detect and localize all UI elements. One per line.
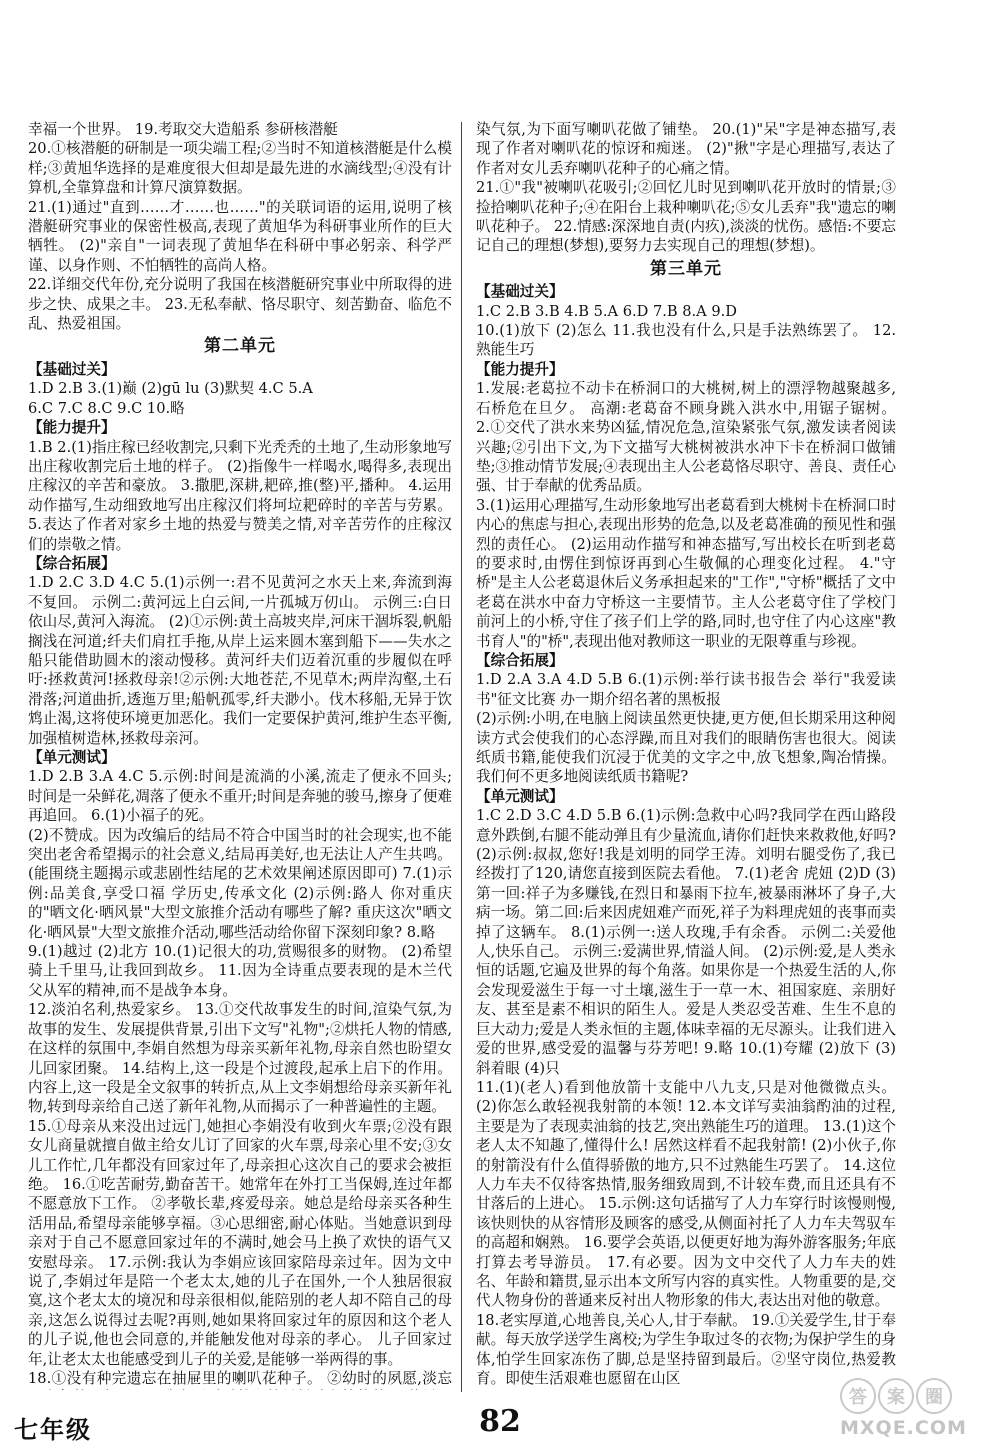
answer-paragraph: 6.C 7.C 8.C 9.C 10.略	[28, 399, 185, 417]
section-heading: 【基础过关】	[28, 360, 116, 378]
left-column	[28, 120, 452, 1390]
unit-title: 第二单元	[204, 336, 276, 357]
answer-paragraph: 20.①核潜艇的研制是一项尖端工程;②当时不知道核潜艇是什么模样;③黄旭华选择的是难度很大但却是最先进的水滴线型;④没有计算机,全靠算盘和计算尺演算数据。	[28, 140, 452, 197]
answer-paragraph: (2)示例:小明,在电脑上阅读虽然更快捷,更方便,但长期采用这种阅读方式会使我们的心态浮躁,而且对我们的眼睛伤害也很大。阅读纸质书籍,能使我们沉浸于优美的文字之中,放飞想象,陶冶情操。我们何不更多地阅读纸质书籍呢?	[476, 710, 896, 786]
unit-title: 第三单元	[650, 258, 722, 279]
answer-paragraph: 18.老实厚道,心地善良,关心人,甘于奉献。 19.①关爱学生,甘于奉献。每天放学送学生离校;为学生争取过冬的衣物;为保护学生的身体,怕学生回家冻伤了脚,总是坚持留到最后。②坚守岗位,热爱教育。即使生活艰难也愿留在山区	[476, 1311, 896, 1387]
answer-paragraph: 1.发展:老葛拉不动卡在桥洞口的大桃树,树上的漂浮物越聚越多,石桥危在旦夕。 高潮:老葛奋不顾身跳入洪水中,用锯子锯树。 2.①交代了洪水来势凶猛,情况危急,渲染紧张气氛,激发读者阅读兴趣;②引出下文,为下文描写大桃树被洪水冲下卡在桥洞口做铺垫;③推动情节发展;④表现出主人公老葛恪尽职守、善良、责任心强、甘于奉献的优秀品质。	[476, 380, 896, 495]
answer-paragraph: 1.C 2.D 3.C 4.D 5.B 6.(1)示例:急救中心吗?我同学在西山路段意外跌倒,右腿不能动弹且有少量流血,请你们赶快来救救他,好吗? (2)示例:叔叔,您好!我是刘明的同学王涛。刘明右腿受伤了,我已经拨打了120,请您直接到医院去看他。 7.(1)老舍 虎妞 (2)D (3)第一回:祥子为多赚钱,在烈日和暴雨下拉车,被暴雨淋坏了身子,大病一场。第二回:后来因虎妞难产而死,祥子为料理虎妞的丧事而卖掉了这辆车。 8.(1)示例一:送人玫瑰,手有余香。 示例二:关爱他人,快乐自己。 示例三:爱满世界,情溢人间。 (2)示例:爱,是人类永恒的话题,它遍及世界的每个角落。如果你是一个热爱生活的人,你会发现爱滋生于每一寸土壤,滋生于一草一木、祖国家庭、亲朋好友、甚至是素不相识的陌生人。爱是人类忍受苦难、生生不息的巨大动力;爱是人类永恒的主题,体味幸福的无尽源头。让我们进入爱的世界,感受爱的温馨与芬芳吧! 9.略 10.(1)夸耀 (2)放下 (3)斜着眼 (4)只	[476, 807, 896, 1077]
page-number: 82	[479, 1404, 521, 1439]
answer-paragraph: 10.(1)放下 (2)怎么 11.我也没有什么,只是手法熟练罢了。 12.熟能生巧	[476, 322, 896, 359]
watermark-logo	[840, 1378, 990, 1448]
answer-paragraph: 1.D 2.B 3.A 4.C 5.示例:时间是流淌的小溪,流走了便永不回头;时间是一朵鲜花,凋落了便永不重开;时间是奔驰的骏马,擦身了便难再追回。 6.(1)小福子的死。	[28, 768, 452, 825]
answer-paragraph: 12.淡泊名利,热爱家乡。 13.①交代故事发生的时间,渲染气氛,为故事的发生、发展提供背景,引出下文写"礼物";②烘托人物的情感,在这样的氛围中,李娟自然想为母亲买新年礼物,母亲自然也盼望女儿回家团聚。 14.结构上,这一段是个过渡段,起承上启下的作用。内容上,这一段是全文叙事的转折点,从上文李娟想给母亲买新年礼物,转到母亲给自己送了新年礼物,从而揭示了一种普遍性的主题。	[28, 1001, 452, 1116]
grade-label: 七年级	[14, 1415, 92, 1444]
watermark-char: 圈	[916, 1378, 952, 1414]
watermark-url: MXQE.COM	[840, 1417, 967, 1439]
answer-paragraph: 9.(1)越过 (2)北方 10.(1)记很大的功,赏赐很多的财物。 (2)希望骑上千里马,让我回到故乡。 11.因为全诗重点要表现的是木兰代父从军的精神,而不是战争本身。	[28, 943, 452, 999]
answer-paragraph: 21.①"我"被喇叭花吸引;②回忆儿时见到喇叭花开放时的情景;③捡拾喇叭花种子;④在阳台上栽种喇叭花;⑤女儿丢弃"我"遗忘的喇叭花种子。 22.情感:深深地自责(内疚),淡淡的忧伤。感悟:不要忘记自己的理想(梦想),要努力去实现自己的理想(梦想)。	[476, 179, 896, 255]
answer-paragraph: 15.①母亲从来没出过远门,她担心李娟没有收到火车票;②没有跟女儿商量就擅自做主给女儿订了回家的火车票,母亲心里不安;③女儿工作忙,几年都没有回家过年了,母亲担心这次自己的要求会被拒绝。 16.①吃苦耐劳,勤奋苦干。她常年在外打工当保姆,连过年都不愿意放下工作。 ②孝敬长辈,疼爱母亲。她总是给母亲买各种生活用品,希望母亲能够享福。③心思细密,耐心体贴。当她意识到母亲对于自己不愿意回家过年的不满时,她会马上换了欢快的语气又安慰母亲。 17.示例:我认为李娟应该回家陪母亲过年。因为文中说了,李娟过年是陪一个老太太,她的儿子在国外,一个人独居很寂寞,这个老太太的境况和母亲很相似,能陪别的老人却不陪自己的母亲,这怎么说得过去呢?再则,她如果将回家过年的原因和这个老人的儿子说,他也会同意的,并能触发他对母亲的孝心。 儿子回家过年,让老太太也能感受到儿子的关爱,是能够一举两得的事。	[28, 1117, 452, 1368]
section-heading: 【能力提升】	[28, 419, 116, 437]
answer-paragraph: 22.详细交代年份,充分说明了我国在核潜艇研究事业中所取得的进步之快、成果之丰。 23.无私奉献、恪尽职守、刻苦勤奋、临危不乱、热爱祖国。	[28, 276, 452, 333]
watermark-char: 案	[878, 1378, 914, 1414]
section-heading: 【单元测试】	[476, 787, 564, 805]
answer-paragraph: 1.D 2.A 3.A 4.D 5.B 6.(1)示例:举行读书报告会 举行"我爱读书"征文比赛 办一期介绍名著的黑板报	[476, 671, 896, 708]
answer-paragraph: 11.(1)(老人)看到他放箭十支能中八九支,只是对他微微点头。 (2)你怎么敢轻视我射箭的本领! 12.本文详写卖油翁酌油的过程,主要是为了表现卖油翁的技艺,突出熟能生巧的道理。 13.(1)这个老人太不知趣了,懂得什么! 居然这样看不起我射箭! (2)小伙子,你的射箭没有什么值得骄傲的地方,只不过熟能生巧罢了。 14.这位人力车夫不仅待客热情,服务细致周到,不计较车费,而且还具有不甘落后的上进心。 15.示例:这句话描写了人力车穿行时该慢则慢,该快则快的从容情形及顾客的感受,从侧面衬托了人力车夫驾驭车的高超和娴熟。 16.要学会英语,以便更好地为海外游客服务;年底打算去考导游员。 17.有必要。因为文中交代了人力车夫的姓名、年龄和籍贯,显示出本文所写内容的真实性。人物重要的是,交代人物身份的普通来反衬出人物形象的伟大,表达出对他的敬意。	[476, 1078, 896, 1310]
watermark-char: 答	[840, 1378, 876, 1414]
answer-paragraph: 1.D 2.B 3.(1)巅 (2)gū lu (3)默契 4.C 5.A	[28, 380, 313, 398]
section-heading: 【单元测试】	[28, 749, 116, 766]
section-heading: 【综合拓展】	[28, 554, 116, 572]
answer-paragraph: (2)不赞成。因为改编后的结局不符合中国当时的社会现实,也不能突出老舍希望揭示的社会意义,结局再美好,也无法让人产生共鸣。(能围绕主题揭示或悲剧性结尾的艺术效果阐述原因即可) 7.(1)示例:品美食,享受口福 学历史,传承文化 (2)示例:路人 你对重庆的"晒文化·晒风景"大型文旅推介活动有哪些了解? 重庆这次"晒文化·晒风景"大型文旅推介活动,哪些活动给你留下深刻印象? 8.略	[28, 826, 452, 941]
section-heading: 【综合拓展】	[476, 651, 564, 669]
watermark-logo-chars	[840, 1378, 990, 1414]
answer-paragraph: 1.D 2.C 3.D 4.C 5.(1)示例一:君不见黄河之水天上来,奔流到海不复回。 示例二:黄河远上白云间,一片孤城万仞山。 示例三:白日依山尽,黄河入海流。 (2)①示例:黄土高坡夹岸,河床干涸坼裂,帆船搁浅在河道;纤夫们肩扛手拖,从岸上运来圆木塞到船下——失水之船只能借助圆木的滚动慢移。黄河纤夫们迈着沉重的步履似在呼吁:拯救黄河!拯救母亲!②示例:大地苍茫,不见草木;两岸沟壑,土石滑落;河道曲折,透迤万里;船帆孤零,纤夫渺小。伐木移船,无异于饮鸩止渴,这将使环境更加恶化。我们一定要保护黄河,维护生态平衡,加强植树造林,拯救母亲河。	[28, 574, 452, 747]
answer-paragraph: 1.B 2.(1)指庄稼已经收割完,只剩下光秃秃的土地了,生动形象地写出庄稼收割完后土地的样子。 (2)指像牛一样喝水,喝得多,表现出庄稼汉的辛苦和豪放。 3.撒肥,深耕,耙碎,推(整)平,播种。 4.运用动作描写,生动细致地写出庄稼汉们将坷垃耙碎时的辛苦与劳累。 5.表达了作者对家乡土地的热爱与赞美之情,对辛苦劳作的庄稼汉们的崇敬之情。	[28, 438, 452, 553]
answer-paragraph: 1.C 2.B 3.B 4.B 5.A 6.D 7.B 8.A 9.D	[476, 302, 737, 320]
section-heading: 【基础过关】	[476, 283, 564, 301]
section-heading: 【能力提升】	[476, 360, 564, 378]
column-divider	[461, 122, 462, 1392]
answer-paragraph: 18.①没有种完遗忘在抽屉里的喇叭花种子。 ②幼时的夙愿,淡忘	[28, 1370, 452, 1387]
answer-paragraph: 幸福一个世界。 19.考取交大造船系 参研核潜艇	[28, 121, 338, 138]
answer-paragraph: 染气氛,为下面写喇叭花做了铺垫。 20.(1)"呆"字是神态描写,表现了作者对喇叭花的惊讶和痴迷。 (2)"揪"字是心理描写,表达了作者对女儿丢弃喇叭花种子的心痛之情。	[476, 121, 896, 177]
answer-paragraph: 3.(1)运用心理描写,生动形象地写出老葛看到大桃树卡在桥洞口时内心的焦虑与担心,表现出形势的危急,以及老葛准确的预见性和强烈的责任心。 (2)运用动作描写和神态描写,写出校长在听到老葛的要求时,由愣住到惊讶再到心生敬佩的心理变化过程。 4."守桥"是主人公老葛退休后义务承担起来的"工作","守桥"概括了文中老葛在洪水中奋力守桥这一主要情节。主人公老葛守住了学校门前河上的小桥,守住了孩子们上学的路,同时,也守住了内心这座"教书育人"的"桥",表现出他对教师这一职业的无限尊重与珍视。	[476, 496, 896, 650]
right-column	[476, 120, 896, 1390]
answer-paragraph: 21.(1)通过"直到……才……也……"的关联词语的运用,说明了核潜艇研究事业的保密性极高,表现了黄旭华为科研事业所作的巨大牺牲。 (2)"亲自"一词表现了黄旭华在科研中事必躬亲、科学严谨、以身作则、不怕牺牲的高尚人格。	[28, 198, 452, 274]
